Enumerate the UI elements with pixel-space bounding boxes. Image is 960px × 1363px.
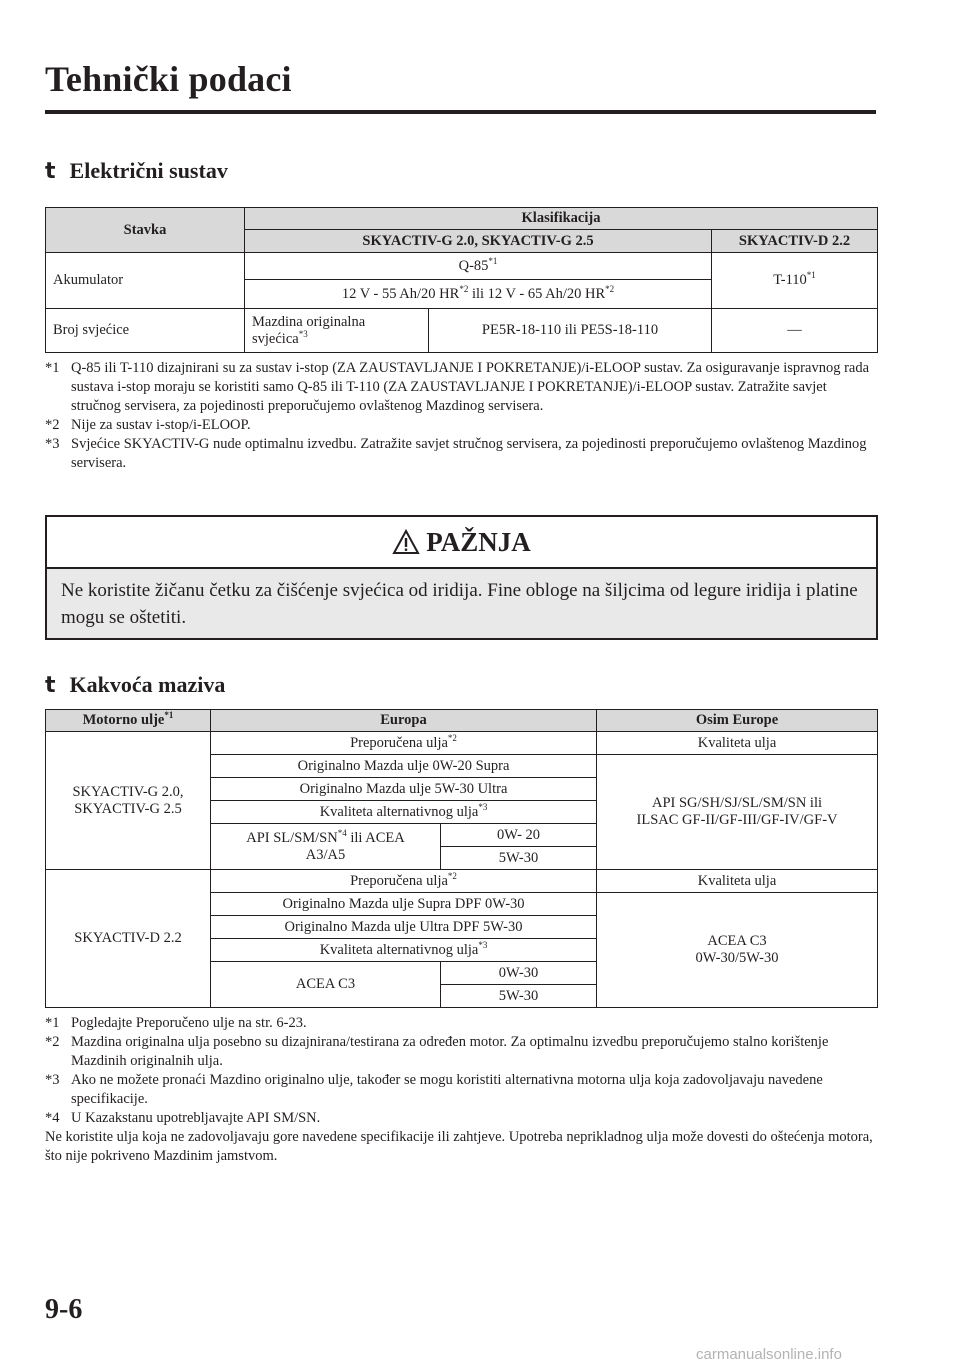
g-oil-supra: Originalno Mazda ulje 0W-20 Supra [211, 755, 597, 778]
footnote: *4 U Kazakstanu upotrebljavajte API SM/SN. [45, 1110, 321, 1126]
header-engine-oil: Motorno ulje$^{*1}$ [46, 710, 211, 732]
section-heading-lubricant [45, 672, 225, 698]
alternative-oil-quality: Kvaliteta alternativnog ulja$^{*3}$ [211, 801, 597, 824]
closing-paragraph: Ne koristite ulja koja ne zadovoljavaju gore navedene specifikacije ili zahtjeve. Upotreba neprikladnog ulja može dovesti do oštećenja motora, što nije pokriveno Mazdinim jamstvom. [45, 1129, 873, 1164]
battery-d: T-110$^{*1}$ [712, 253, 878, 309]
caution-title: PAŽNJA [426, 526, 531, 557]
battery-g-primary: Q-85$^{*1}$ [245, 253, 712, 280]
engine-skyactiv-g: SKYACTIV-G 2.0, SKYACTIV-G 2.5 [46, 732, 211, 870]
oil-quality: Kvaliteta ulja [597, 732, 878, 755]
spark-plug-g-part: PE5R-18-110 ili PE5S-18-110 [429, 309, 712, 353]
spark-plug-g-original: Mazdina originalna svjećica$^{*3}$ [245, 309, 429, 353]
caution-header [47, 517, 876, 569]
section-bullet-icon: t [45, 159, 56, 184]
title-divider [45, 110, 876, 114]
g-outside-europe-spec: API SG/SH/SJ/SL/SM/SN ili ILSAC GF-II/GF-III/GF-IV/GF-V [597, 755, 878, 870]
caution-text: Ne koristite žičanu četku za čišćenje svjećica od iridija. Fine obloge na šiljcima od legure iridija i platine mogu se oštetiti. [61, 580, 858, 628]
g-api-acea: API SL/SM/SN$^{*4}$ ili ACEA A3/A5 [211, 824, 441, 870]
caution-box [45, 515, 878, 640]
d-viscosity-0w30: 0W-30 [441, 962, 597, 985]
g-viscosity-0w20: 0W- 20 [441, 824, 597, 847]
header-outside-europe: Osim Europe [597, 710, 878, 732]
header-skyactiv-d: SKYACTIV-D 2.2 [712, 230, 878, 253]
section-title: Električni sustav [69, 158, 228, 183]
electrical-footnotes [45, 359, 877, 473]
footnote: *1 Pogledajte Preporučeno ulje na str. 6-23. [45, 1015, 307, 1031]
footnote: *2 Nije za sustav i-stop/i-ELOOP. [45, 417, 251, 433]
engine-skyactiv-d: SKYACTIV-D 2.2 [46, 870, 211, 1008]
spark-plug-label: Broj svjećice [46, 309, 245, 353]
recommended-oils: Preporučena ulja$^{*2}$ [211, 732, 597, 755]
d-oil-supra: Originalno Mazda ulje Supra DPF 0W-30 [211, 893, 597, 916]
section-heading-electrical [45, 158, 228, 184]
footnote: *3 Ako ne možete pronaći Mazdino originalno ulje, također se mogu koristiti alternativna motorna ulja koja zadovoljavaju navedene specifikacije. [45, 1072, 823, 1107]
battery-label: Akumulator [46, 253, 245, 309]
alternative-oil-quality: Kvaliteta alternativnog ulja$^{*3}$ [211, 939, 597, 962]
header-item: Stavka [46, 208, 245, 253]
header-europe: Europa [211, 710, 597, 732]
page-number: 9-6 [45, 1294, 83, 1325]
g-viscosity-5w30: 5W-30 [441, 847, 597, 870]
d-acea: ACEA C3 [211, 962, 441, 1008]
battery-g-alternative: 12 V - 55 Ah/20 HR$^{*2}$ ili 12 V - 65 Ah/20 HR$^{*2}$ [245, 280, 712, 309]
footnote: *3 Svjećice SKYACTIV-G nude optimalnu izvedbu. Zatražite savjet stručnog servisera, za pojedinosti preporučujemo ovlaštenog Mazdinog servisera. [45, 436, 867, 471]
site-watermark: carmanualsonline.info [696, 1346, 842, 1363]
section-bullet-icon: t [45, 673, 56, 698]
lubricant-table [45, 709, 878, 1008]
oil-quality: Kvaliteta ulja [597, 870, 878, 893]
page-title: Tehnički podaci [45, 59, 292, 99]
header-classification: Klasifikacija [245, 208, 878, 230]
footnote: *2 Mazdina originalna ulja posebno su dizajnirana/testirana za određen motor. Za optimalnu izvedbu preporučujemo stalno korištenje Mazdinih originalnih ulja. [45, 1034, 829, 1069]
footnote: *1 Q-85 ili T-110 dizajnirani su za sustav i-stop (ZA ZAUSTAVLJANJE I POKRETANJE)/i-ELOOP sustav. Za osiguravanje ispravnog rada sustava i-stop moraju se koristiti samo Q-85 ili T-110 (ZA ZAUSTAVLJANJE I POKRETANJE)/i-ELOOP sustav. Zatražite savjet stručnog servisera, za pojedinosti preporučujemo ovlaštenog Mazdinog servisera. [45, 360, 870, 414]
warning-triangle-icon [392, 529, 420, 555]
lubricant-footnotes [45, 1014, 877, 1166]
spark-plug-d: — [712, 309, 878, 353]
d-outside-europe-spec: ACEA C3 0W-30/5W-30 [597, 893, 878, 1008]
header-skyactiv-g: SKYACTIV-G 2.0, SKYACTIV-G 2.5 [245, 230, 712, 253]
d-viscosity-5w30: 5W-30 [441, 985, 597, 1008]
d-oil-ultra: Originalno Mazda ulje Ultra DPF 5W-30 [211, 916, 597, 939]
section-title: Kakvoća maziva [69, 672, 226, 697]
g-oil-ultra: Originalno Mazda ulje 5W-30 Ultra [211, 778, 597, 801]
recommended-oils: Preporučena ulja$^{*2}$ [211, 870, 597, 893]
electrical-spec-table [45, 207, 878, 353]
